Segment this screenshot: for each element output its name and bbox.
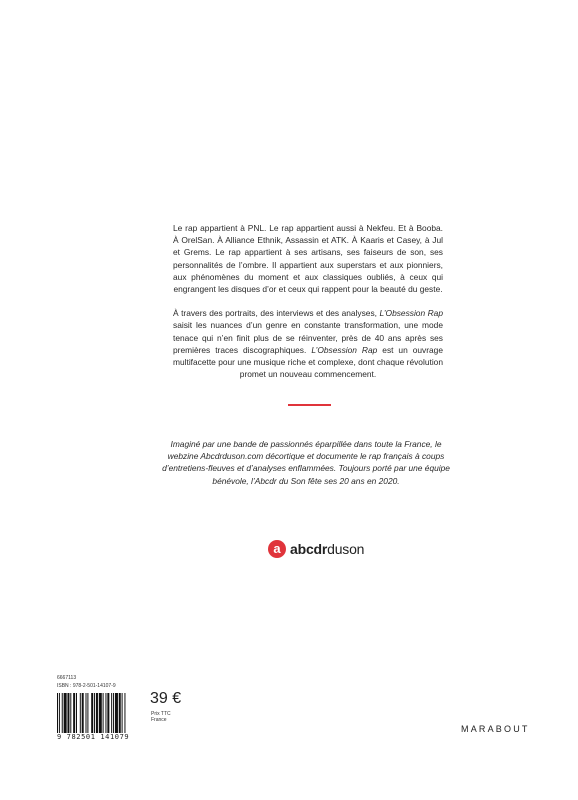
isbn: ISBN : 978-2-501-14107-9 — [57, 683, 116, 689]
blurb-text: est un ouvrage multifacette pour une musique riche et complexe, dont chaque révolution promet un nouveau commencement. — [173, 344, 443, 380]
product-code: 6667113 — [57, 675, 77, 681]
book-title: L’Obsession Rap — [379, 308, 444, 319]
blurb-paragraph-1: Le rap appartient à PNL. Le rap appartient aussi à Nekfeu. Et à Booba. À OrelSan. À Alliance Ethnik, Assassin et ATK. À Kaaris et Casey, à Jul et Grems. Le rap appartient à ses artisans, ses faiseurs de son, ses personnalités de l’ombre. Il appartient aux superstars et aux pionniers, aux phénomènes du moment et aux classiques oubliés, à ceux qui engrangent les disques d’or et ceux qui rappent pour la beauté du geste. — [173, 223, 443, 295]
red-divider — [288, 404, 331, 406]
blurb-paragraph-2 — [173, 307, 443, 380]
price-country: France — [151, 717, 167, 723]
logo-regular: duson — [327, 541, 365, 557]
blurb-text: saisit les nuances d’un genre en constante transformation, une mode tenace qui n’en finit plus de se réinventer, près de 40 ans après ses premières traces discographiques. — [173, 320, 443, 355]
logo-wordmark — [290, 541, 364, 557]
publisher-name: MARABOUT — [461, 724, 530, 734]
price-label — [151, 711, 171, 723]
price: 39 € — [150, 690, 182, 707]
back-cover-blurb — [173, 222, 443, 380]
barcode-icon — [57, 693, 145, 733]
price-ttc: Prix TTC — [151, 711, 171, 717]
abcdrduson-logo — [268, 539, 364, 559]
book-title: L’Obsession Rap — [311, 344, 378, 355]
logo-bold: abcdr — [290, 541, 328, 557]
logo-mark-letter: a — [273, 541, 281, 556]
blurb-text: À travers des portraits, des interviews et des analyses, — [173, 308, 380, 319]
abcdrduson-logo-icon — [268, 540, 286, 558]
about-abcdrduson: Imaginé par une bande de passionnés éparpillée dans toute la France, le webzine Abcdrduson.com décortique et documente le rap français à coups d’entretiens-fleuves et d’analyses enflammées. Toujours porté par une équipe bénévole, l’Abcdr du Son fête ses 20 ans en 2020. — [162, 439, 450, 486]
barcode-digits: 9 782501 141079 — [57, 733, 130, 741]
